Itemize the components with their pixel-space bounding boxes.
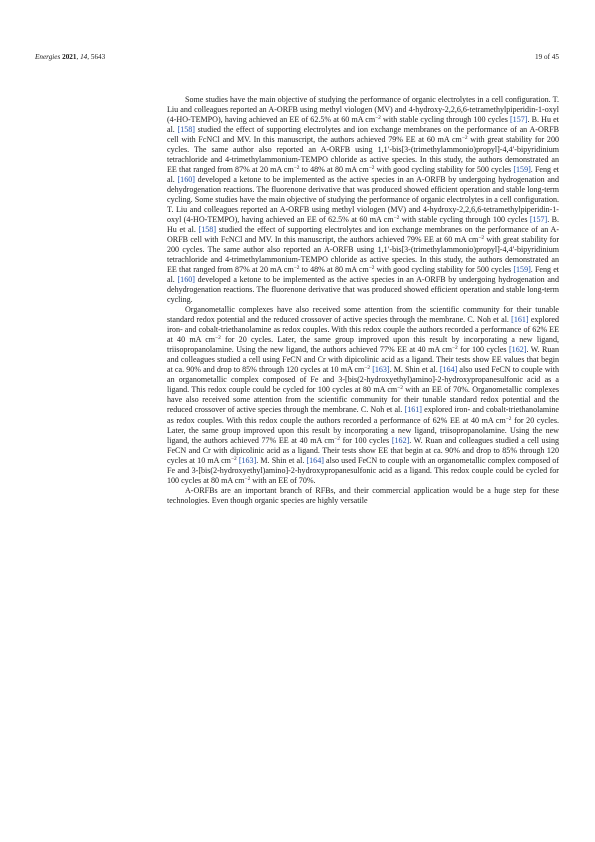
text-run: developed a ketone to be implemented as the active species in an A-ORFB by undergoing hydrogenation and dehydrogenation reactions. The fluorenone derivative that was produced showed efficient operation and stable long-term cycling. Some studies have the main objective of studying the performance of organic electrolytes in a cell configuration. T. Liu and colleagues reported an A-ORFB using methyl viologen (MV) and 4-hydroxy-2,2,6,6-tetramethylpiperidin-1-oxyl (4-HO-TEMPO), having achieved an EE of 62.5% at 60 mA cm xyxy=(167,175,559,225)
citation-link[interactable]: [161] xyxy=(511,315,529,325)
citation-link[interactable]: [164] xyxy=(439,365,458,375)
citation-link[interactable]: [157] xyxy=(529,215,548,225)
paragraph xyxy=(167,95,559,305)
superscript: −2 xyxy=(375,115,381,122)
text-run: developed a ketone to be implemented as the active species in an A-ORFB by undergoing hydrogenation and dehydrogenation reactions. The fluorenone derivative that was produced showed efficient operation and stable long-term cycling. xyxy=(167,275,559,305)
text-run: with stable cycling through 100 cycles xyxy=(380,115,510,125)
text-run: . B. Hu et al. xyxy=(167,115,559,135)
page-number: 19 of 45 xyxy=(535,53,559,61)
text-run: with great stability for 200 cycles. The same author also reported an A-ORFB using 1,1′-bis[3-(trimethylammonio)propyl]-4,4′-bipyridinium tetrachloride and 4-trimethylammonium-TEMPO chloride as active species. In this study, the authors demonstrated an EE that ranged from 87% at 20 mA cm xyxy=(167,135,560,175)
citation-link[interactable]: [162] xyxy=(509,345,527,355)
citation-link[interactable]: [158] xyxy=(177,125,195,135)
text-run: also used FeCN to couple with an organometallic complex composed of Fe and 3-[bis(2-hydroxyethyl)amino]-2-hydroxypropanesulfonic acid as a ligand. This redox couple could be cycled for 100 cycles at 80 mA cm xyxy=(167,455,560,485)
text-run: to 48% at 80 mA cm xyxy=(299,265,369,275)
text-run: A-ORFBs are an important branch of RFBs, and their commercial application would be a huge step for these technologies. Even though organic species are highly versatile xyxy=(167,485,559,505)
text-run: Some studies have the main objective of studying the performance of organic electrolytes in a cell configuration. T. Liu and colleagues reported an A-ORFB using methyl viologen (MV) and 4-hydroxy-2,2,6,6-tetramethylpiperidin-1-oxyl (4-HO-TEMPO), having achieved an EE of 62.5% at 60 mA cm xyxy=(167,95,559,125)
text-run: with good cycling stability for 500 cycles xyxy=(374,265,514,275)
text-run: with an EE of 70%. Organometallic complexes have also received some attention from the scientific community for their tunable standard redox potential and the reduced crossover of active species through the membrane. C. Noh et al. xyxy=(167,385,559,415)
text-run: with good cycling stability for 500 cycles xyxy=(374,165,514,175)
text-run: to 48% at 80 mA cm xyxy=(299,165,369,175)
text-run: . B. Hu et al. xyxy=(167,215,559,235)
text-run: also used FeCN to couple with an organometallic complex composed of Fe and 3-[bis(2-hydroxyethyl)amino]-2-hydroxypropanesulfonic acid as a ligand. This redox couple could be cycled for 100 cycles at 80 mA cm xyxy=(167,365,560,395)
citation-link[interactable]: [159] xyxy=(513,265,531,275)
article-number: 5643 xyxy=(90,53,106,61)
superscript: −2 xyxy=(244,475,251,482)
text-run: with stable cycling through 100 cycles xyxy=(399,215,530,225)
text-run: studied the effect of supporting electrolytes and ion exchange membranes on the performance of an A-ORFB cell with FcNCl and MV. In this manuscript, the authors achieved 79% EE at 60 mA cm xyxy=(167,125,559,145)
superscript: −2 xyxy=(461,135,468,142)
paragraph xyxy=(167,305,559,485)
paragraph xyxy=(167,486,559,506)
text-run: for 20 cycles. Later, the same group improved upon this result by incorporating a new ligand, triisopropanolamine. Using the new ligand, the authors achieved 77% EE at 40 mA cm xyxy=(167,335,559,355)
citation-link[interactable]: [164] xyxy=(306,455,324,465)
citation-link[interactable]: [157] xyxy=(510,115,528,125)
text-run: for 100 cycles xyxy=(340,435,392,445)
citation-link[interactable]: [159] xyxy=(513,165,531,175)
superscript: −2 xyxy=(215,335,221,342)
journal-citation: Energies 2021, 14, 5643 xyxy=(35,53,106,61)
citation-link[interactable]: [161] xyxy=(404,405,422,415)
citation-link[interactable]: [163] xyxy=(372,365,390,375)
text-run: . Feng et al. xyxy=(167,165,560,185)
citation-link[interactable]: [163] xyxy=(238,455,257,465)
text-run: for 100 cycles xyxy=(457,345,509,355)
text-run: . W. Ruan and colleagues studied a cell using FeCN and Cr with dipicolinic acid as a ligand. Their tests show EE values that begin at ca. 90% and drop to 85% through 120 cycles at 10 mA cm xyxy=(167,345,560,375)
superscript: −2 xyxy=(505,415,512,422)
text-run: studied the effect of supporting electrolytes and ion exchange membranes on the performance of an A-ORFB cell with FcNCl and MV. In this manuscript, the authors achieved 79% EE at 60 mA cm xyxy=(167,225,559,245)
text-run: explored iron- and cobalt-triethanolamine as redox couples. With this redox couple the authors recorded a performance of 62% EE at 40 mA cm xyxy=(167,405,559,425)
text-run: Organometallic complexes have also received some attention from the scientific community for their tunable standard redox potential and the reduced crossover of active species through the membrane. C. Noh et al. xyxy=(167,305,559,325)
superscript: −2 xyxy=(393,215,400,222)
superscript: −2 xyxy=(478,235,485,242)
superscript: −2 xyxy=(368,265,375,272)
citation-link[interactable]: [158] xyxy=(198,225,217,235)
superscript: −2 xyxy=(230,455,237,462)
superscript: −2 xyxy=(451,345,458,352)
citation-link[interactable]: [160] xyxy=(177,275,195,285)
superscript: −2 xyxy=(334,435,340,442)
text-run: with an EE of 70%. xyxy=(250,475,316,485)
body-text xyxy=(167,95,559,506)
text-run: . M. Shin et al. xyxy=(256,455,307,465)
text-run: . W. Ruan and colleagues studied a cell using FeCN and Cr with dipicolinic acid as a ligand. Their tests show EE that begin at ca. 90% and drop to 85% through 120 cycles at 10 mA cm xyxy=(167,435,559,465)
journal-name: Energies xyxy=(35,53,61,61)
text-run: . Feng et al. xyxy=(167,265,560,285)
superscript: −2 xyxy=(368,165,375,172)
citation-link[interactable]: [162] xyxy=(391,435,410,445)
journal-year: 2021 xyxy=(62,53,77,61)
citation-link[interactable]: [160] xyxy=(177,175,195,185)
text-run: with great stability for 200 cycles. The same author also reported an A-ORFB using 1,1′-bis[3-(trimethylammonio)propyl]-4,4′-bipyridinium tetrachloride and 4-trimethylammonium-TEMPO chloride as active species. In this study, the authors demonstrated an EE that ranged from 87% at 20 mA cm xyxy=(167,235,559,275)
text-run: for 20 cycles. Later, the same group improved upon this result by incorporating a new ligand, triisopropanolamine. Using the new ligand, the authors achieved 77% EE at 40 mA cm xyxy=(167,415,559,445)
superscript: −2 xyxy=(364,365,371,372)
superscript: −2 xyxy=(293,265,300,272)
journal-volume: 14 xyxy=(80,53,88,61)
text-run: explored iron- and cobalt-triethanolamine as redox couples. With this redox couple the authors recorded a performance of 62% EE at 40 mA cm xyxy=(167,315,559,345)
text-run: . M. Shin et al. xyxy=(389,365,440,375)
superscript: −2 xyxy=(293,165,300,172)
running-header xyxy=(35,53,559,61)
superscript: −2 xyxy=(397,385,403,392)
